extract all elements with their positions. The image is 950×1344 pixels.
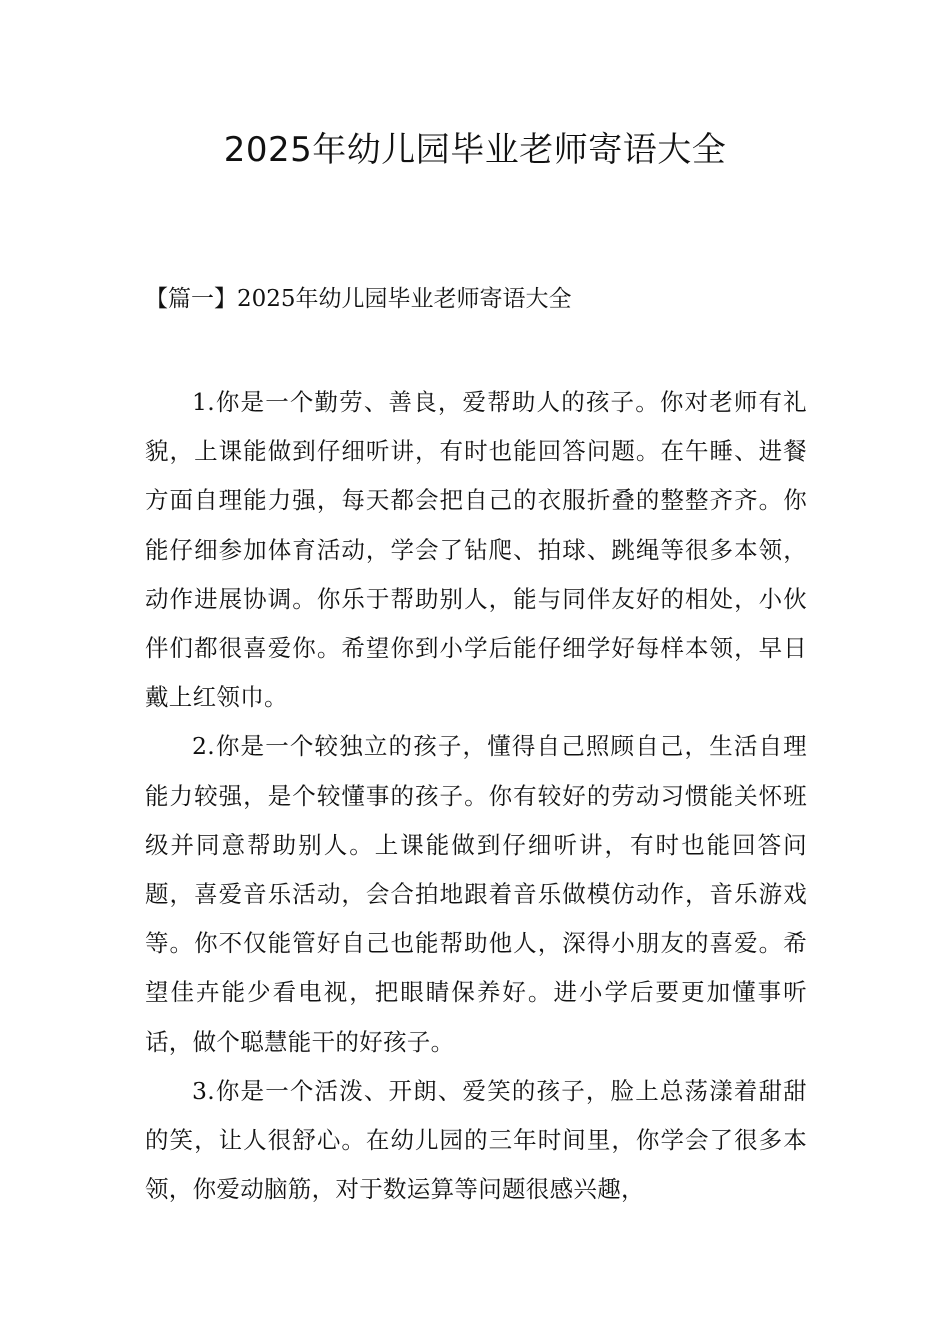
- document-title: 2025年幼儿园毕业老师寄语大全: [223, 130, 727, 170]
- section-heading: 【篇一】2025年幼儿园毕业老师寄语大全: [145, 286, 572, 312]
- paragraph-2: 2.你是一个较独立的孩子，懂得自己照顾自己，生活自理能力较强，是个较懂事的孩子。你有较好的劳动习惯能关怀班级并同意帮助别人。上课能做到仔细听讲，有时也能回答问题，喜爱音乐活动，会合拍地跟着音乐做模仿动作，音乐游戏等。你不仅能管好自己也能帮助他人，深得小朋友的喜爱。希望佳卉能少看电视，把眼睛保养好。进小学后要更加懂事听话，做个聪慧能干的好孩子。: [145, 732, 807, 1056]
- body-text: [145, 378, 807, 1214]
- paragraph-1: 1.你是一个勤劳、善良，爱帮助人的孩子。你对老师有礼貌，上课能做到仔细听讲，有时也能回答问题。在午睡、进餐方面自理能力强，每天都会把自己的衣服折叠的整整齐齐。你能仔细参加体育活动，学会了钻爬、拍球、跳绳等很多本领，动作进展协调。你乐于帮助别人，能与同伴友好的相处，小伙伴们都很喜爱你。希望你到小学后能仔细学好每样本领，早日戴上红领巾。: [145, 388, 807, 712]
- paragraph-3: 3.你是一个活泼、开朗、爱笑的孩子，脸上总荡漾着甜甜的笑，让人很舒心。在幼儿园的三年时间里，你学会了很多本领，你爱动脑筋，对于数运算等问题很感兴趣，: [145, 1076, 807, 1204]
